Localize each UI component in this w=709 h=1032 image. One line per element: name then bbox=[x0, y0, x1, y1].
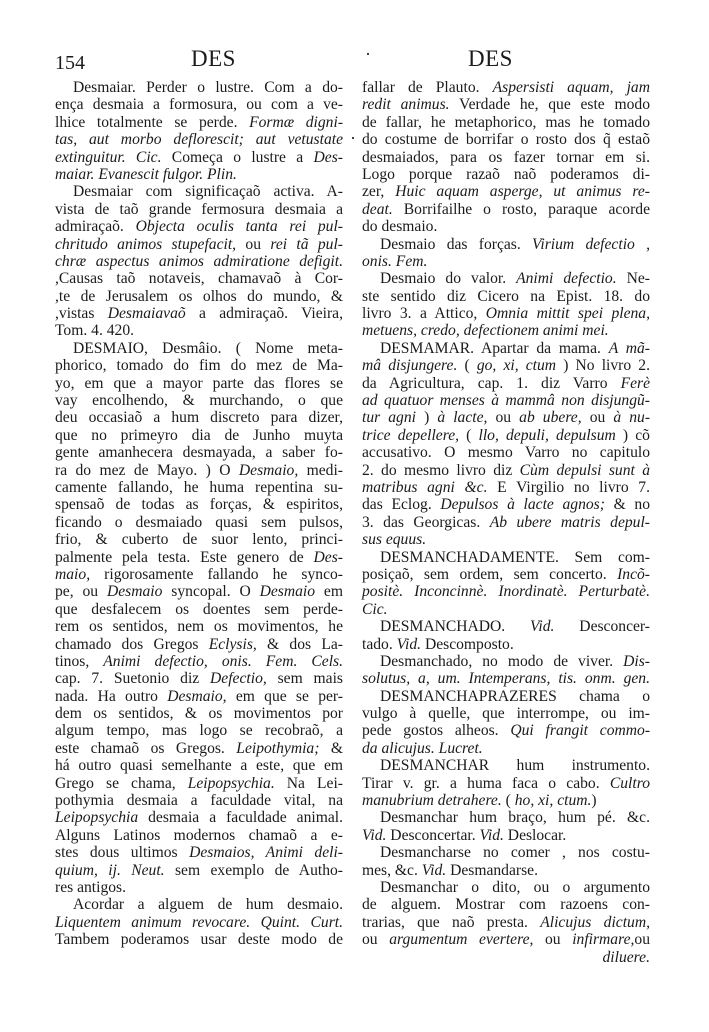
text-line bbox=[362, 479, 650, 496]
text-line bbox=[362, 601, 650, 618]
text-line bbox=[362, 636, 650, 653]
text-run: Tirar v. gr. a huma faca o cabo. bbox=[362, 774, 610, 792]
text-run: ou bbox=[581, 409, 614, 427]
page-number: 154 bbox=[55, 52, 85, 74]
italic-latin-text: A mã- bbox=[608, 339, 650, 357]
text-line bbox=[55, 288, 343, 305]
text-run: Verdade he, que este modo bbox=[449, 96, 650, 114]
text-run: Borrifailhe o rosto, paraque acorde bbox=[392, 200, 650, 218]
italic-latin-text: Alicujus dictum, bbox=[540, 913, 650, 931]
running-head-left: DES bbox=[191, 46, 236, 71]
text-line bbox=[362, 496, 650, 513]
italic-latin-text: positè. Inconcinnè. Inordinatè. Perturbatè. bbox=[362, 583, 650, 601]
text-run: há outro quasi semelhante a este, que em bbox=[55, 757, 343, 775]
text-run: cap. 7. Suetonio diz bbox=[55, 670, 211, 688]
text-line bbox=[362, 514, 650, 531]
italic-latin-text: Vid. bbox=[421, 861, 447, 879]
text-line bbox=[362, 566, 650, 583]
text-line bbox=[362, 375, 650, 392]
text-run: pothymia desmaia a faculdade vital, na bbox=[55, 792, 343, 810]
text-line bbox=[55, 618, 343, 635]
text-line bbox=[55, 844, 343, 861]
text-run: gente amanhecera desmayada, a saber fo- bbox=[55, 444, 343, 462]
italic-latin-text: Des- bbox=[313, 148, 343, 166]
text-line bbox=[362, 149, 650, 166]
right-column bbox=[362, 79, 650, 966]
text-run: da Agricultura, cap. 1. diz Varro bbox=[362, 374, 621, 392]
italic-latin-text: redit animus. bbox=[362, 96, 450, 114]
text-line bbox=[55, 427, 343, 444]
text-line bbox=[362, 670, 650, 687]
text-run: dem os sentidos, & os movimentos por bbox=[55, 705, 343, 723]
text-line bbox=[362, 236, 650, 253]
text-run: livro 3. a Attico, bbox=[362, 305, 486, 323]
text-run: DESMANCHAPRAZERES chama o bbox=[380, 687, 650, 705]
text-run: Desmanchar o dito, ou o argumento bbox=[380, 878, 650, 896]
italic-latin-text: quium, ij. Neut. bbox=[55, 861, 165, 879]
text-line bbox=[362, 549, 650, 566]
text-run: syncopal. O bbox=[162, 583, 260, 601]
left-column bbox=[55, 79, 343, 949]
text-run: posiçaõ, sem ordem, sem concerto. bbox=[362, 565, 618, 583]
text-run: ,Causas taõ notaveis, chamavaõ à Cor- bbox=[55, 270, 343, 288]
text-line bbox=[55, 740, 343, 757]
text-line bbox=[362, 809, 650, 826]
italic-latin-text: Desmaios, Animi deli- bbox=[189, 844, 343, 862]
text-run: & no bbox=[604, 496, 650, 514]
text-line bbox=[362, 531, 650, 548]
text-line bbox=[362, 427, 650, 444]
text-run: desmaiados, para os fazer tornar em si. bbox=[362, 148, 650, 166]
text-line bbox=[55, 79, 343, 96]
text-run: ,te de Jerusalem os olhos do mundo, & bbox=[55, 287, 343, 305]
italic-latin-text: ab ubere, bbox=[519, 409, 582, 427]
text-run: yo, em que a mayor parte das flores se bbox=[55, 374, 343, 392]
italic-latin-text: Ferè bbox=[620, 374, 650, 392]
italic-latin-text: solutus, a, um. Intemperans, tis. onm. gen. bbox=[362, 670, 650, 688]
italic-latin-text: Desmaio, bbox=[238, 461, 299, 479]
italic-latin-text: Cùm depulsi sunt à bbox=[519, 461, 650, 479]
italic-latin-text: Cultro bbox=[609, 774, 650, 792]
text-line bbox=[55, 444, 343, 461]
text-run: rem os sentidos, nem os movimentos, he bbox=[55, 618, 343, 636]
text-line bbox=[55, 114, 343, 131]
text-line bbox=[362, 322, 650, 339]
text-line bbox=[55, 201, 343, 218]
italic-latin-text: Desmaiavaõ bbox=[107, 305, 186, 323]
text-line bbox=[362, 357, 650, 374]
print-speck: · bbox=[350, 128, 356, 148]
text-line bbox=[55, 705, 343, 722]
italic-latin-text: Aspersisti aquam, jam bbox=[492, 79, 650, 96]
italic-latin-text: sus equus. bbox=[362, 531, 427, 549]
text-run: E Virgilio no livro 7. bbox=[487, 478, 650, 496]
text-line bbox=[362, 288, 650, 305]
text-line bbox=[362, 618, 650, 635]
italic-latin-text: mâ disjungere. bbox=[362, 357, 458, 375]
text-line bbox=[55, 340, 343, 357]
text-line bbox=[55, 392, 343, 409]
text-run: Desmandarse. bbox=[446, 861, 538, 879]
text-line bbox=[55, 914, 343, 931]
text-run: ou bbox=[487, 409, 520, 427]
text-line bbox=[362, 705, 650, 722]
text-run: de fallar, he metaphorico, mas he tomado bbox=[362, 113, 650, 131]
text-run: ) cõ bbox=[615, 426, 650, 444]
italic-latin-text: Virium defectio , bbox=[532, 235, 650, 253]
text-run: sem exemplo de Autho- bbox=[164, 861, 343, 879]
text-run: Acordar a alguem de hum desmaio. bbox=[73, 896, 343, 914]
text-run: Desmaio do valor. bbox=[380, 270, 517, 288]
text-line bbox=[362, 862, 650, 879]
text-run: do costume de borrifar o rosto dos q̃ estaõ bbox=[362, 131, 650, 149]
italic-latin-text: infirmare, bbox=[572, 931, 635, 949]
text-run: & dos La- bbox=[256, 635, 343, 653]
italic-latin-text: llo, depuli, depulsum bbox=[478, 426, 616, 444]
text-line bbox=[362, 183, 650, 200]
italic-latin-text: Incõ- bbox=[617, 565, 650, 583]
text-run: pe, ou bbox=[55, 583, 107, 601]
text-line bbox=[55, 96, 343, 113]
text-line bbox=[362, 722, 650, 739]
italic-latin-text: tur agni bbox=[362, 409, 416, 427]
italic-latin-text: Desmaio bbox=[259, 583, 316, 601]
text-line bbox=[55, 131, 343, 148]
text-run: ( bbox=[501, 792, 515, 810]
text-run: Grego se chama, bbox=[55, 774, 188, 792]
italic-latin-text: Ab ubere matris depul- bbox=[489, 513, 650, 531]
text-run: 2. do mesmo livro diz bbox=[362, 461, 520, 479]
text-run: phorico, tomado do fim do mez de Ma- bbox=[55, 357, 343, 375]
text-line bbox=[362, 914, 650, 931]
text-line bbox=[55, 583, 343, 600]
text-line bbox=[362, 340, 650, 357]
text-line bbox=[55, 496, 343, 513]
text-line bbox=[362, 896, 650, 913]
text-run: ou bbox=[236, 235, 271, 253]
italic-latin-text: Leipopsychia. bbox=[187, 774, 275, 792]
text-line bbox=[362, 949, 650, 966]
text-run: em bbox=[315, 583, 343, 601]
text-run: Alguns Latinos modernos chamaõ a e- bbox=[55, 826, 343, 844]
text-line bbox=[362, 131, 650, 148]
italic-latin-text: Eclysis, bbox=[208, 635, 257, 653]
text-run: lhice totalmente se perde. bbox=[55, 113, 250, 131]
text-run: Tom. 4. 420. bbox=[55, 322, 135, 340]
print-speck: · bbox=[365, 44, 371, 64]
text-run: em que se per- bbox=[226, 687, 343, 705]
running-head-right: DES bbox=[468, 46, 513, 71]
text-line bbox=[362, 96, 650, 113]
text-run: DESMANCHADO. bbox=[380, 618, 531, 636]
text-run: trarias, que naõ presta. bbox=[362, 913, 541, 931]
text-line bbox=[55, 792, 343, 809]
text-run: DESMAIO, Desmâio. ( Nome meta- bbox=[73, 339, 343, 357]
text-line bbox=[55, 531, 343, 548]
text-run: Logo porque razaõ naõ poderamos di- bbox=[362, 165, 650, 183]
italic-latin-text: ho, xi, ctum. bbox=[514, 792, 592, 810]
text-run: Ne- bbox=[616, 270, 650, 288]
text-line bbox=[362, 270, 650, 287]
italic-latin-text: trice depellere, bbox=[362, 426, 460, 444]
text-run: fallar de Plauto. bbox=[362, 79, 493, 96]
text-run: ) bbox=[416, 409, 438, 427]
text-run: ) No livro 2. bbox=[556, 357, 650, 375]
text-run: Desmancharse no comer , nos costu- bbox=[380, 844, 650, 862]
italic-latin-text: metuens, credo, defectionem animi mei. bbox=[362, 322, 609, 340]
text-line bbox=[55, 722, 343, 739]
text-run: ou bbox=[533, 931, 573, 949]
text-run: algum tempo, mas logo se recobraõ, a bbox=[55, 722, 343, 740]
text-run: vay encolhendo, & murchando, o que bbox=[55, 392, 343, 410]
italic-latin-text: Depulsos à lacte agnos; bbox=[440, 496, 605, 514]
text-line bbox=[55, 322, 343, 339]
text-run: chamado dos Gregos bbox=[55, 635, 209, 653]
text-run: Começa o lustre a bbox=[161, 148, 314, 166]
italic-latin-text: chræ aspectus animos admiratione defigit. bbox=[55, 252, 343, 270]
text-run: tinos, bbox=[55, 652, 104, 670]
text-line bbox=[362, 253, 650, 270]
italic-latin-text: da alicujus. Lucret. bbox=[362, 739, 483, 757]
italic-latin-text: Vid. bbox=[479, 826, 504, 844]
text-run: nada. Ha outro bbox=[55, 687, 168, 705]
text-line bbox=[362, 166, 650, 183]
italic-latin-text: tas, aut morbo deflorescit; aut vetustate bbox=[55, 131, 343, 149]
italic-latin-text: matribus agni &c. bbox=[362, 478, 488, 496]
italic-latin-text: Liquentem animum revocare. Quint. Curt. bbox=[55, 913, 343, 931]
text-run: Deslocar. bbox=[503, 826, 567, 844]
text-run: 3. das Georgicas. bbox=[362, 513, 490, 531]
text-run: Desmanchar hum braço, hum pé. &c. bbox=[380, 809, 650, 827]
text-run: Desmaiar. Perder o lustre. Com a do- bbox=[73, 79, 343, 96]
text-run: Desconcer- bbox=[554, 618, 650, 636]
text-run: ) bbox=[591, 792, 597, 810]
italic-latin-text: argumentum evertere, bbox=[389, 931, 534, 949]
text-run: que desfalecem os doentes sem perde- bbox=[55, 600, 343, 618]
text-run: ficando o desmaiado quasi sem pulsos, bbox=[55, 513, 343, 531]
text-line bbox=[55, 253, 343, 270]
text-line bbox=[362, 740, 650, 757]
italic-latin-text: Desmaio bbox=[106, 583, 163, 601]
italic-latin-text: Formæ digni- bbox=[249, 113, 344, 131]
italic-latin-text: à lacte, bbox=[437, 409, 488, 427]
text-line bbox=[55, 166, 343, 183]
text-line bbox=[362, 409, 650, 426]
text-line bbox=[362, 444, 650, 461]
text-run: ou bbox=[634, 931, 651, 949]
italic-latin-text: deat. bbox=[362, 200, 393, 218]
text-line bbox=[362, 583, 650, 600]
text-line bbox=[55, 636, 343, 653]
text-run: pede gostos alheos. bbox=[362, 722, 511, 740]
text-line bbox=[362, 392, 650, 409]
text-line bbox=[55, 409, 343, 426]
text-run: Desconcertar. bbox=[386, 826, 480, 844]
italic-latin-text: Cic. bbox=[362, 600, 388, 618]
text-line bbox=[362, 114, 650, 131]
text-run: de alguem. Mostrar com razoens con- bbox=[362, 896, 650, 914]
italic-latin-text: Objecta oculis tanta rei pul- bbox=[135, 218, 343, 236]
italic-latin-text: Vid. bbox=[396, 635, 422, 653]
text-run: deu occasiaõ a hum discreto para dizer, bbox=[55, 409, 343, 427]
text-run: DESMAMAR. Apartar da mama. bbox=[380, 339, 609, 357]
text-line bbox=[55, 514, 343, 531]
text-run: sem mais bbox=[266, 670, 343, 688]
text-line bbox=[362, 305, 650, 322]
text-line bbox=[362, 79, 650, 96]
text-run: DESMANCHADAMENTE. Sem com- bbox=[380, 548, 650, 566]
text-line bbox=[55, 896, 343, 913]
text-run: a admiraçaõ. Vieira, bbox=[185, 305, 343, 323]
text-line bbox=[55, 270, 343, 287]
text-run: ença desmaia a formosura, ou com a ve- bbox=[55, 96, 343, 114]
text-line bbox=[55, 462, 343, 479]
text-line bbox=[362, 653, 650, 670]
text-run: ( bbox=[457, 357, 477, 375]
text-line bbox=[55, 149, 343, 166]
text-run: ste sentido diz Cicero na Epist. 18. do bbox=[362, 287, 650, 305]
text-run: Descomposto. bbox=[421, 635, 514, 653]
text-run: DESMANCHAR hum instrumento. bbox=[380, 757, 650, 775]
italic-latin-text: Desmaio, bbox=[167, 687, 227, 705]
text-run: desmaia a faculdade animal. bbox=[138, 809, 343, 827]
text-run: ou bbox=[362, 931, 390, 949]
italic-latin-text: Leipopsychia bbox=[55, 809, 139, 827]
italic-latin-text: Qui frangit commo- bbox=[510, 722, 651, 740]
text-run: zer, bbox=[362, 183, 396, 201]
text-run: palmente pela testa. Este genero de bbox=[55, 548, 314, 566]
italic-latin-text: manubrium detrahere. bbox=[362, 792, 502, 810]
text-run: camente fallando, he huma repentina su- bbox=[55, 478, 343, 496]
italic-latin-text: Leipothymia; bbox=[236, 739, 320, 757]
italic-latin-text: Omnia mittit spei plena, bbox=[485, 305, 650, 323]
text-run: stes dous ultimos bbox=[55, 844, 190, 862]
text-run: frio, & cuberto de suor lento, princi- bbox=[55, 531, 343, 549]
italic-latin-text: Vid. bbox=[530, 618, 555, 636]
text-run: ,vistas bbox=[55, 305, 108, 323]
italic-latin-text: Animi defectio, onis. Fem. Cels. bbox=[103, 652, 344, 670]
text-line bbox=[55, 688, 343, 705]
text-run: res antigos. bbox=[55, 878, 127, 896]
italic-latin-text: Huic aquam asperge, ut animus re- bbox=[395, 183, 650, 201]
text-run: do desmaio. bbox=[362, 218, 438, 236]
text-line bbox=[55, 601, 343, 618]
text-run: vulgo à quelle, que interrompe, ou im- bbox=[362, 705, 650, 723]
italic-latin-text: Defectio, bbox=[210, 670, 267, 688]
text-line bbox=[55, 809, 343, 826]
text-run: medi- bbox=[298, 461, 343, 479]
text-line bbox=[362, 879, 650, 896]
text-run: mes, &c. bbox=[362, 861, 422, 879]
text-line bbox=[362, 792, 650, 809]
italic-latin-text: chritudo animos stupefacit, bbox=[55, 235, 237, 253]
text-run: das Eclog. bbox=[362, 496, 441, 514]
text-run: Desmaiar com significaçaõ activa. A- bbox=[73, 183, 343, 201]
text-line bbox=[362, 775, 650, 792]
italic-latin-text: Animi defectio. bbox=[516, 270, 617, 288]
italic-latin-text: Dis- bbox=[623, 652, 650, 670]
text-line bbox=[55, 879, 343, 896]
italic-latin-text: onis. Fem. bbox=[362, 252, 428, 270]
text-line bbox=[55, 670, 343, 687]
text-run: spensaõ de todas as forças, & espiritos, bbox=[55, 496, 343, 514]
text-line bbox=[55, 549, 343, 566]
italic-latin-text: diluere. bbox=[602, 948, 650, 966]
italic-latin-text: extinguitur. Cic. bbox=[55, 148, 162, 166]
text-run: & bbox=[319, 739, 343, 757]
text-line bbox=[362, 201, 650, 218]
text-line bbox=[362, 827, 650, 844]
text-line bbox=[55, 931, 343, 948]
text-run: ( bbox=[459, 426, 479, 444]
text-run: accusativo. O mesmo Varro no capitulo bbox=[362, 444, 650, 462]
text-run: este chamaõ os Gregos. bbox=[55, 739, 237, 757]
text-line bbox=[55, 757, 343, 774]
text-line bbox=[55, 775, 343, 792]
text-line bbox=[55, 357, 343, 374]
text-run: Tambem poderamos usar deste modo de bbox=[55, 931, 343, 949]
text-line bbox=[362, 688, 650, 705]
italic-latin-text: ad quatuor menses à mammâ non disjungũ- bbox=[362, 392, 650, 410]
text-run: tado. bbox=[362, 635, 397, 653]
text-line bbox=[55, 218, 343, 235]
text-run: Desmanchado, no modo de viver. bbox=[380, 652, 624, 670]
text-line bbox=[362, 844, 650, 861]
text-line bbox=[362, 931, 650, 948]
text-line bbox=[55, 566, 343, 583]
text-run: que no primeyro dia de Junho muyta bbox=[55, 426, 343, 444]
italic-latin-text: Vid. bbox=[362, 826, 387, 844]
text-line bbox=[55, 479, 343, 496]
text-line bbox=[55, 653, 343, 670]
text-run: vista de taõ grande fermosura desmaia a bbox=[55, 200, 343, 218]
text-run: ra do mez de Mayo. ) O bbox=[55, 461, 239, 479]
italic-latin-text: maiar. Evanescit fulgor. Plin. bbox=[55, 165, 237, 183]
text-run: Desmaio das forças. bbox=[380, 235, 533, 253]
text-line bbox=[362, 218, 650, 235]
italic-latin-text: à nu- bbox=[613, 409, 651, 427]
text-run: rigorosamente fallando he synco- bbox=[90, 565, 343, 583]
text-line bbox=[55, 305, 343, 322]
text-line bbox=[55, 236, 343, 253]
italic-latin-text: go, xi, ctum bbox=[476, 357, 557, 375]
italic-latin-text: rei tã pul- bbox=[270, 235, 343, 253]
text-line bbox=[55, 183, 343, 200]
text-line bbox=[55, 375, 343, 392]
italic-latin-text: Des- bbox=[313, 548, 343, 566]
text-line bbox=[55, 827, 343, 844]
text-line bbox=[362, 462, 650, 479]
italic-latin-text: maio, bbox=[55, 565, 91, 583]
text-line bbox=[362, 757, 650, 774]
text-line bbox=[55, 862, 343, 879]
text-run: admiraçaõ. bbox=[55, 218, 136, 236]
text-run: Na Lei- bbox=[274, 774, 343, 792]
